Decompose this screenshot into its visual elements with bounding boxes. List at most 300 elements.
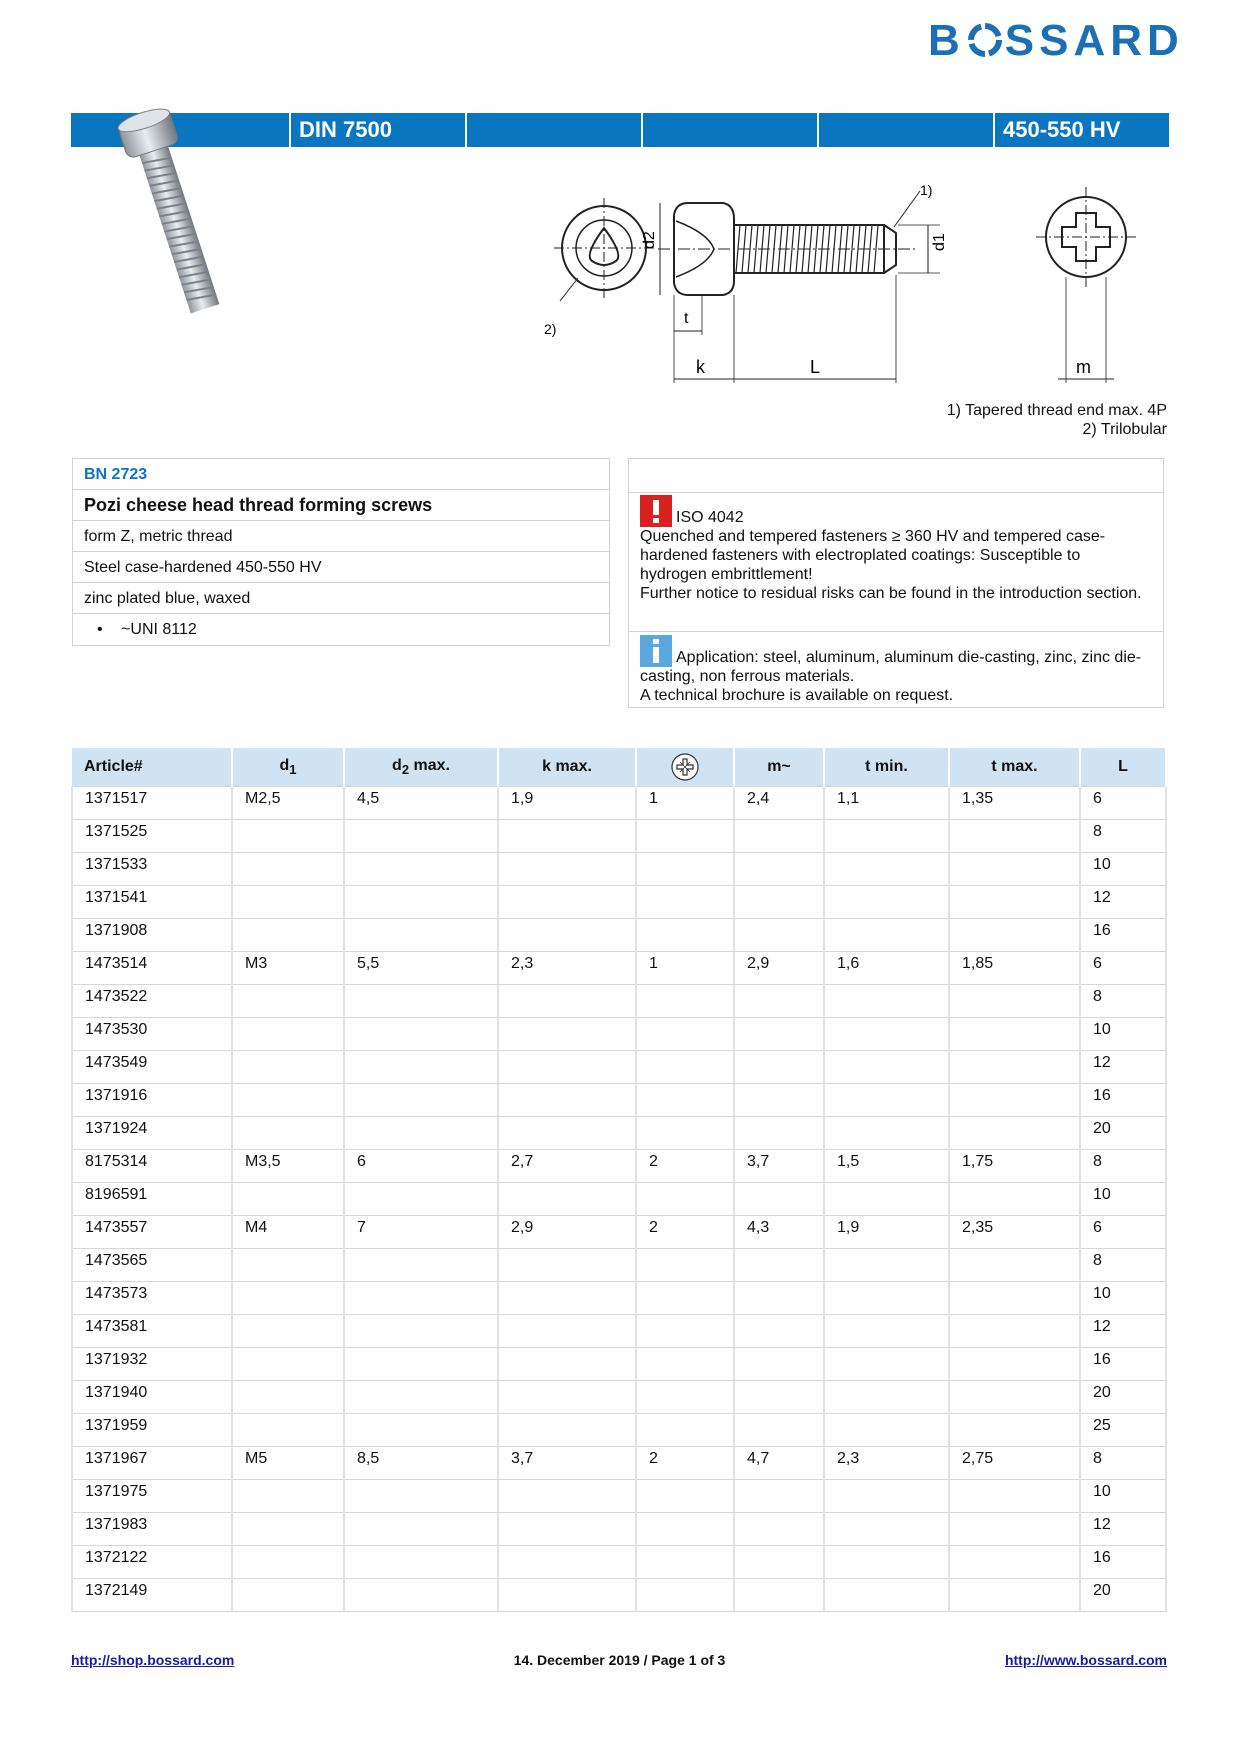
table-cell (498, 853, 636, 886)
table-cell: 8 (1080, 820, 1166, 853)
table-cell: 1371517 (72, 787, 232, 820)
table-cell: 8196591 (72, 1183, 232, 1216)
table-cell (498, 1117, 636, 1150)
table-cell (734, 886, 824, 919)
table-cell (344, 1546, 498, 1579)
table-cell: 2,7 (498, 1150, 636, 1183)
table-cell: M5 (232, 1447, 344, 1480)
table-cell (824, 1381, 949, 1414)
table-row (72, 1381, 1166, 1414)
table-cell: 1 (636, 952, 734, 985)
table-cell: 4,3 (734, 1216, 824, 1249)
table-cell (734, 1480, 824, 1513)
header-blank-3 (817, 113, 993, 147)
table-cell (344, 919, 498, 952)
equivalent-standard-item (73, 614, 609, 645)
header-blank-1 (465, 113, 641, 147)
iso-title: ISO 4042 (676, 509, 744, 526)
table-row (72, 1216, 1166, 1249)
iso-text: Quenched and tempered fasteners ≥ 360 HV and tempered case-hardened fasteners with electroplated coatings: Susceptible to hydrogen embrittlement! (640, 528, 1106, 583)
table-cell (734, 1315, 824, 1348)
table-cell (498, 1018, 636, 1051)
table-row (72, 1315, 1166, 1348)
table-cell (949, 1480, 1080, 1513)
table-cell (824, 1183, 949, 1216)
table-cell: 1371932 (72, 1348, 232, 1381)
table-cell (824, 1051, 949, 1084)
table-cell: 2,9 (498, 1216, 636, 1249)
table-cell: 10 (1080, 1282, 1166, 1315)
table-cell: 10 (1080, 1018, 1166, 1051)
table-cell: M3 (232, 952, 344, 985)
bn-number: BN 2723 (73, 459, 609, 490)
bullet-icon: • (97, 621, 103, 638)
table-cell: 1,5 (824, 1150, 949, 1183)
table-cell (232, 1051, 344, 1084)
product-form: form Z, metric thread (73, 521, 609, 552)
table-cell: 1,9 (824, 1216, 949, 1249)
table-cell (232, 1249, 344, 1282)
table-cell (232, 985, 344, 1018)
table-cell (949, 1579, 1080, 1612)
table-cell (636, 1117, 734, 1150)
standard-label: DIN 7500 (289, 113, 465, 147)
table-cell (949, 1117, 1080, 1150)
notice-divider-mid (629, 631, 1163, 632)
table-cell: 3,7 (498, 1447, 636, 1480)
table-cell: 1371983 (72, 1513, 232, 1546)
table-cell: 10 (1080, 1480, 1166, 1513)
table-cell (344, 1018, 498, 1051)
table-cell (636, 919, 734, 952)
table-cell (498, 1480, 636, 1513)
t-label: t (684, 310, 689, 327)
d2-label: d2 (641, 231, 658, 249)
table-cell (636, 1315, 734, 1348)
table-cell: 1,85 (949, 952, 1080, 985)
table-cell: 1473557 (72, 1216, 232, 1249)
website-link[interactable]: http://www.bossard.com (1004, 1652, 1167, 1668)
product-material: Steel case-hardened 450-550 HV (73, 552, 609, 583)
table-row (72, 1150, 1166, 1183)
col-tmin: t min. (824, 748, 949, 787)
table-cell (734, 1051, 824, 1084)
table-cell (344, 886, 498, 919)
table-cell (824, 1282, 949, 1315)
table-cell: 5,5 (344, 952, 498, 985)
table-cell (636, 1051, 734, 1084)
notice-panel (628, 458, 1164, 708)
end-view-trilobular (544, 198, 654, 337)
table-cell: 1371908 (72, 919, 232, 952)
table-cell (498, 985, 636, 1018)
table-cell: 1473581 (72, 1315, 232, 1348)
table-cell: 1371525 (72, 820, 232, 853)
table-cell (636, 1348, 734, 1381)
table-cell (949, 1546, 1080, 1579)
table-cell (232, 1513, 344, 1546)
table-cell: 1371916 (72, 1084, 232, 1117)
k-label: k (696, 357, 705, 377)
article-table (71, 748, 1167, 1612)
table-cell (232, 1183, 344, 1216)
table-cell (824, 886, 949, 919)
table-cell: 12 (1080, 1051, 1166, 1084)
table-cell (498, 1315, 636, 1348)
table-cell (949, 853, 1080, 886)
table-cell (636, 1480, 734, 1513)
table-row (72, 919, 1166, 952)
table-cell (734, 1381, 824, 1414)
pozi-drive-icon (670, 752, 700, 782)
table-cell (344, 853, 498, 886)
table-cell (344, 1051, 498, 1084)
technical-drawing (544, 182, 1168, 393)
application-text: Application: steel, aluminum, aluminum die-casting, zinc, zinc die-casting, non ferrous materials. (640, 649, 1142, 685)
table-cell (344, 1480, 498, 1513)
table-cell (636, 1282, 734, 1315)
table-cell (498, 1084, 636, 1117)
table-cell: 1371959 (72, 1414, 232, 1447)
table-cell (824, 1513, 949, 1546)
table-cell (824, 1348, 949, 1381)
table-cell: 1372149 (72, 1579, 232, 1612)
table-cell (734, 1249, 824, 1282)
table-cell (498, 1513, 636, 1546)
table-cell (949, 1282, 1080, 1315)
table-cell (344, 820, 498, 853)
table-cell (824, 1084, 949, 1117)
table-cell (949, 1414, 1080, 1447)
table-cell: 6 (1080, 952, 1166, 985)
table-cell (949, 1513, 1080, 1546)
table-row (72, 1480, 1166, 1513)
table-row (72, 1579, 1166, 1612)
table-cell: 2,9 (734, 952, 824, 985)
note-trilobular: 2) Trilobular (1082, 421, 1167, 438)
equivalent-standard: ~UNI 8112 (121, 621, 197, 638)
table-cell: 1371541 (72, 886, 232, 919)
table-cell (232, 1414, 344, 1447)
table-cell: 1473565 (72, 1249, 232, 1282)
hardness-label: 450-550 HV (993, 113, 1169, 147)
table-cell (949, 1381, 1080, 1414)
table-cell (824, 1546, 949, 1579)
table-cell (824, 853, 949, 886)
table-cell (232, 1084, 344, 1117)
table-cell (344, 1315, 498, 1348)
table-cell (949, 1249, 1080, 1282)
table-cell (344, 1579, 498, 1612)
table-cell (344, 1183, 498, 1216)
table-cell (949, 919, 1080, 952)
col-m: m~ (734, 748, 824, 787)
table-cell (498, 886, 636, 919)
table-cell (344, 1381, 498, 1414)
table-cell: 1371940 (72, 1381, 232, 1414)
table-cell (824, 919, 949, 952)
table-row (72, 886, 1166, 919)
table-cell (734, 1579, 824, 1612)
table-row (72, 1249, 1166, 1282)
product-finish: zinc plated blue, waxed (73, 583, 609, 614)
table-cell: 4,5 (344, 787, 498, 820)
table-cell (344, 1084, 498, 1117)
table-cell (498, 919, 636, 952)
table-cell (344, 1513, 498, 1546)
note-tapered-end: 1) Tapered thread end max. 4P (946, 402, 1167, 419)
product-title: Pozi cheese head thread forming screws (73, 490, 609, 521)
table-cell: 20 (1080, 1579, 1166, 1612)
product-info-panel (72, 458, 610, 646)
table-cell: 1372122 (72, 1546, 232, 1579)
table-cell (949, 1084, 1080, 1117)
notice-divider-top (629, 492, 1163, 493)
table-cell (232, 886, 344, 919)
table-cell: 1,6 (824, 952, 949, 985)
application-notice (640, 635, 1143, 705)
L-label: L (810, 357, 821, 377)
table-cell (636, 1513, 734, 1546)
table-cell (636, 1414, 734, 1447)
table-cell: 4,7 (734, 1447, 824, 1480)
table-row (72, 820, 1166, 853)
table-cell: 1 (636, 787, 734, 820)
table-cell: 12 (1080, 1315, 1166, 1348)
shop-link[interactable]: http://shop.bossard.com (71, 1652, 235, 1668)
table-cell (232, 1348, 344, 1381)
table-cell (344, 1249, 498, 1282)
table-row (72, 1084, 1166, 1117)
m-label: m (1076, 357, 1091, 377)
table-cell (498, 1348, 636, 1381)
table-row (72, 1546, 1166, 1579)
col-L: L (1080, 748, 1166, 787)
table-cell (734, 1546, 824, 1579)
table-cell (734, 1117, 824, 1150)
table-cell: 8 (1080, 1249, 1166, 1282)
table-cell (498, 1381, 636, 1414)
table-cell (949, 1183, 1080, 1216)
brochure-text: A technical brochure is available on request. (640, 687, 954, 704)
table-cell (498, 1051, 636, 1084)
table-cell (824, 1249, 949, 1282)
table-cell (232, 1018, 344, 1051)
table-cell (232, 1480, 344, 1513)
col-article: Article# (72, 748, 232, 787)
table-cell: 2 (636, 1216, 734, 1249)
table-cell (824, 1018, 949, 1051)
table-cell (824, 820, 949, 853)
table-row (72, 952, 1166, 985)
table-cell (949, 1051, 1080, 1084)
table-row (72, 1018, 1166, 1051)
table-cell (734, 1084, 824, 1117)
table-cell (636, 1579, 734, 1612)
col-pozi (636, 748, 734, 787)
table-cell: 16 (1080, 919, 1166, 952)
col-kmax: k max. (498, 748, 636, 787)
table-cell (949, 1018, 1080, 1051)
table-cell (734, 1183, 824, 1216)
table-cell (498, 1414, 636, 1447)
table-cell (636, 853, 734, 886)
table-cell (344, 1414, 498, 1447)
table-cell (232, 919, 344, 952)
bossard-logo (928, 18, 1184, 64)
table-row (72, 1183, 1166, 1216)
table-cell: 1371533 (72, 853, 232, 886)
table-cell (824, 1315, 949, 1348)
mark-1-label: 1) (920, 182, 933, 198)
table-cell (636, 1546, 734, 1579)
table-cell: 10 (1080, 853, 1166, 886)
table-row (72, 1117, 1166, 1150)
table-cell: 20 (1080, 1117, 1166, 1150)
table-cell: 12 (1080, 1513, 1166, 1546)
table-cell: 16 (1080, 1546, 1166, 1579)
table-cell: 1371924 (72, 1117, 232, 1150)
end-view-pozi (1036, 187, 1136, 383)
table-row (72, 985, 1166, 1018)
table-cell: M4 (232, 1216, 344, 1249)
table-row (72, 1513, 1166, 1546)
table-cell (734, 985, 824, 1018)
table-cell: 8 (1080, 1150, 1166, 1183)
page-info: 14. December 2019 / Page 1 of 3 (513, 1652, 726, 1668)
table-cell (232, 1381, 344, 1414)
table-row (72, 1447, 1166, 1480)
table-cell: 1473514 (72, 952, 232, 985)
logo-letters: B SSARD (928, 16, 1184, 65)
logo-o-mark (967, 22, 1003, 58)
table-row (72, 853, 1166, 886)
table-cell (232, 1546, 344, 1579)
d1-label: d1 (931, 233, 948, 251)
table-cell: 2 (636, 1447, 734, 1480)
col-d2max: $d_2$ max. (344, 748, 498, 787)
table-cell (232, 853, 344, 886)
table-cell: 2,4 (734, 787, 824, 820)
table-cell (636, 1183, 734, 1216)
table-cell (734, 1414, 824, 1447)
table-cell: 6 (1080, 787, 1166, 820)
table-cell: 1,9 (498, 787, 636, 820)
table-cell (734, 1513, 824, 1546)
table-cell (824, 985, 949, 1018)
table-cell (498, 1579, 636, 1612)
table-cell: 1473522 (72, 985, 232, 1018)
table-cell (636, 1381, 734, 1414)
table-cell (344, 1117, 498, 1150)
table-cell (949, 1315, 1080, 1348)
side-view (641, 182, 948, 383)
table-cell: 2,3 (498, 952, 636, 985)
header-blank-2 (641, 113, 817, 147)
table-cell (498, 1183, 636, 1216)
table-cell: 8175314 (72, 1150, 232, 1183)
table-cell: 25 (1080, 1414, 1166, 1447)
table-cell: 2,3 (824, 1447, 949, 1480)
table-cell (232, 1315, 344, 1348)
table-cell: 2,75 (949, 1447, 1080, 1480)
table-cell (636, 1084, 734, 1117)
table-cell: 1371967 (72, 1447, 232, 1480)
table-row (72, 1282, 1166, 1315)
table-cell: 1371975 (72, 1480, 232, 1513)
table-cell: 6 (344, 1150, 498, 1183)
table-row (72, 1414, 1166, 1447)
table-cell: 1,75 (949, 1150, 1080, 1183)
screw-photo (96, 108, 246, 328)
table-cell: 6 (1080, 1216, 1166, 1249)
table-cell: 1,1 (824, 787, 949, 820)
table-cell (949, 985, 1080, 1018)
table-cell (824, 1579, 949, 1612)
iso-text-2: Further notice to residual risks can be found in the introduction section. (640, 585, 1142, 602)
table-cell (824, 1117, 949, 1150)
table-cell: 8 (1080, 1447, 1166, 1480)
table-cell: 1,35 (949, 787, 1080, 820)
table-row (72, 787, 1166, 820)
table-cell (636, 886, 734, 919)
table-cell (636, 1018, 734, 1051)
warning-icon (640, 495, 672, 527)
table-cell (949, 820, 1080, 853)
table-cell (734, 919, 824, 952)
table-cell: 12 (1080, 886, 1166, 919)
table-cell (232, 820, 344, 853)
table-cell (949, 1348, 1080, 1381)
table-cell (344, 1282, 498, 1315)
table-cell (232, 1282, 344, 1315)
table-cell: 2,35 (949, 1216, 1080, 1249)
table-header-row (72, 748, 1166, 787)
table-cell (636, 820, 734, 853)
table-cell: 8,5 (344, 1447, 498, 1480)
table-cell: 1473549 (72, 1051, 232, 1084)
table-cell (949, 886, 1080, 919)
table-cell (824, 1414, 949, 1447)
table-cell: 7 (344, 1216, 498, 1249)
table-cell (734, 820, 824, 853)
table-cell (232, 1117, 344, 1150)
table-cell: M3,5 (232, 1150, 344, 1183)
table-cell (734, 1282, 824, 1315)
table-cell (636, 985, 734, 1018)
table-cell: 10 (1080, 1183, 1166, 1216)
table-cell (636, 1249, 734, 1282)
table-cell (344, 1348, 498, 1381)
table-cell: 16 (1080, 1084, 1166, 1117)
table-cell: 2 (636, 1150, 734, 1183)
table-cell (232, 1579, 344, 1612)
table-cell (498, 820, 636, 853)
table-cell: M2,5 (232, 787, 344, 820)
iso-notice (640, 495, 1143, 603)
col-d1: $d_1$ (232, 748, 344, 787)
table-cell: 20 (1080, 1381, 1166, 1414)
table-cell (824, 1480, 949, 1513)
table-cell (498, 1249, 636, 1282)
table-cell (734, 853, 824, 886)
table-cell (734, 1018, 824, 1051)
table-cell (734, 1348, 824, 1381)
info-icon (640, 635, 672, 667)
table-cell: 3,7 (734, 1150, 824, 1183)
table-cell: 1473573 (72, 1282, 232, 1315)
mark-2-label: 2) (544, 321, 557, 337)
